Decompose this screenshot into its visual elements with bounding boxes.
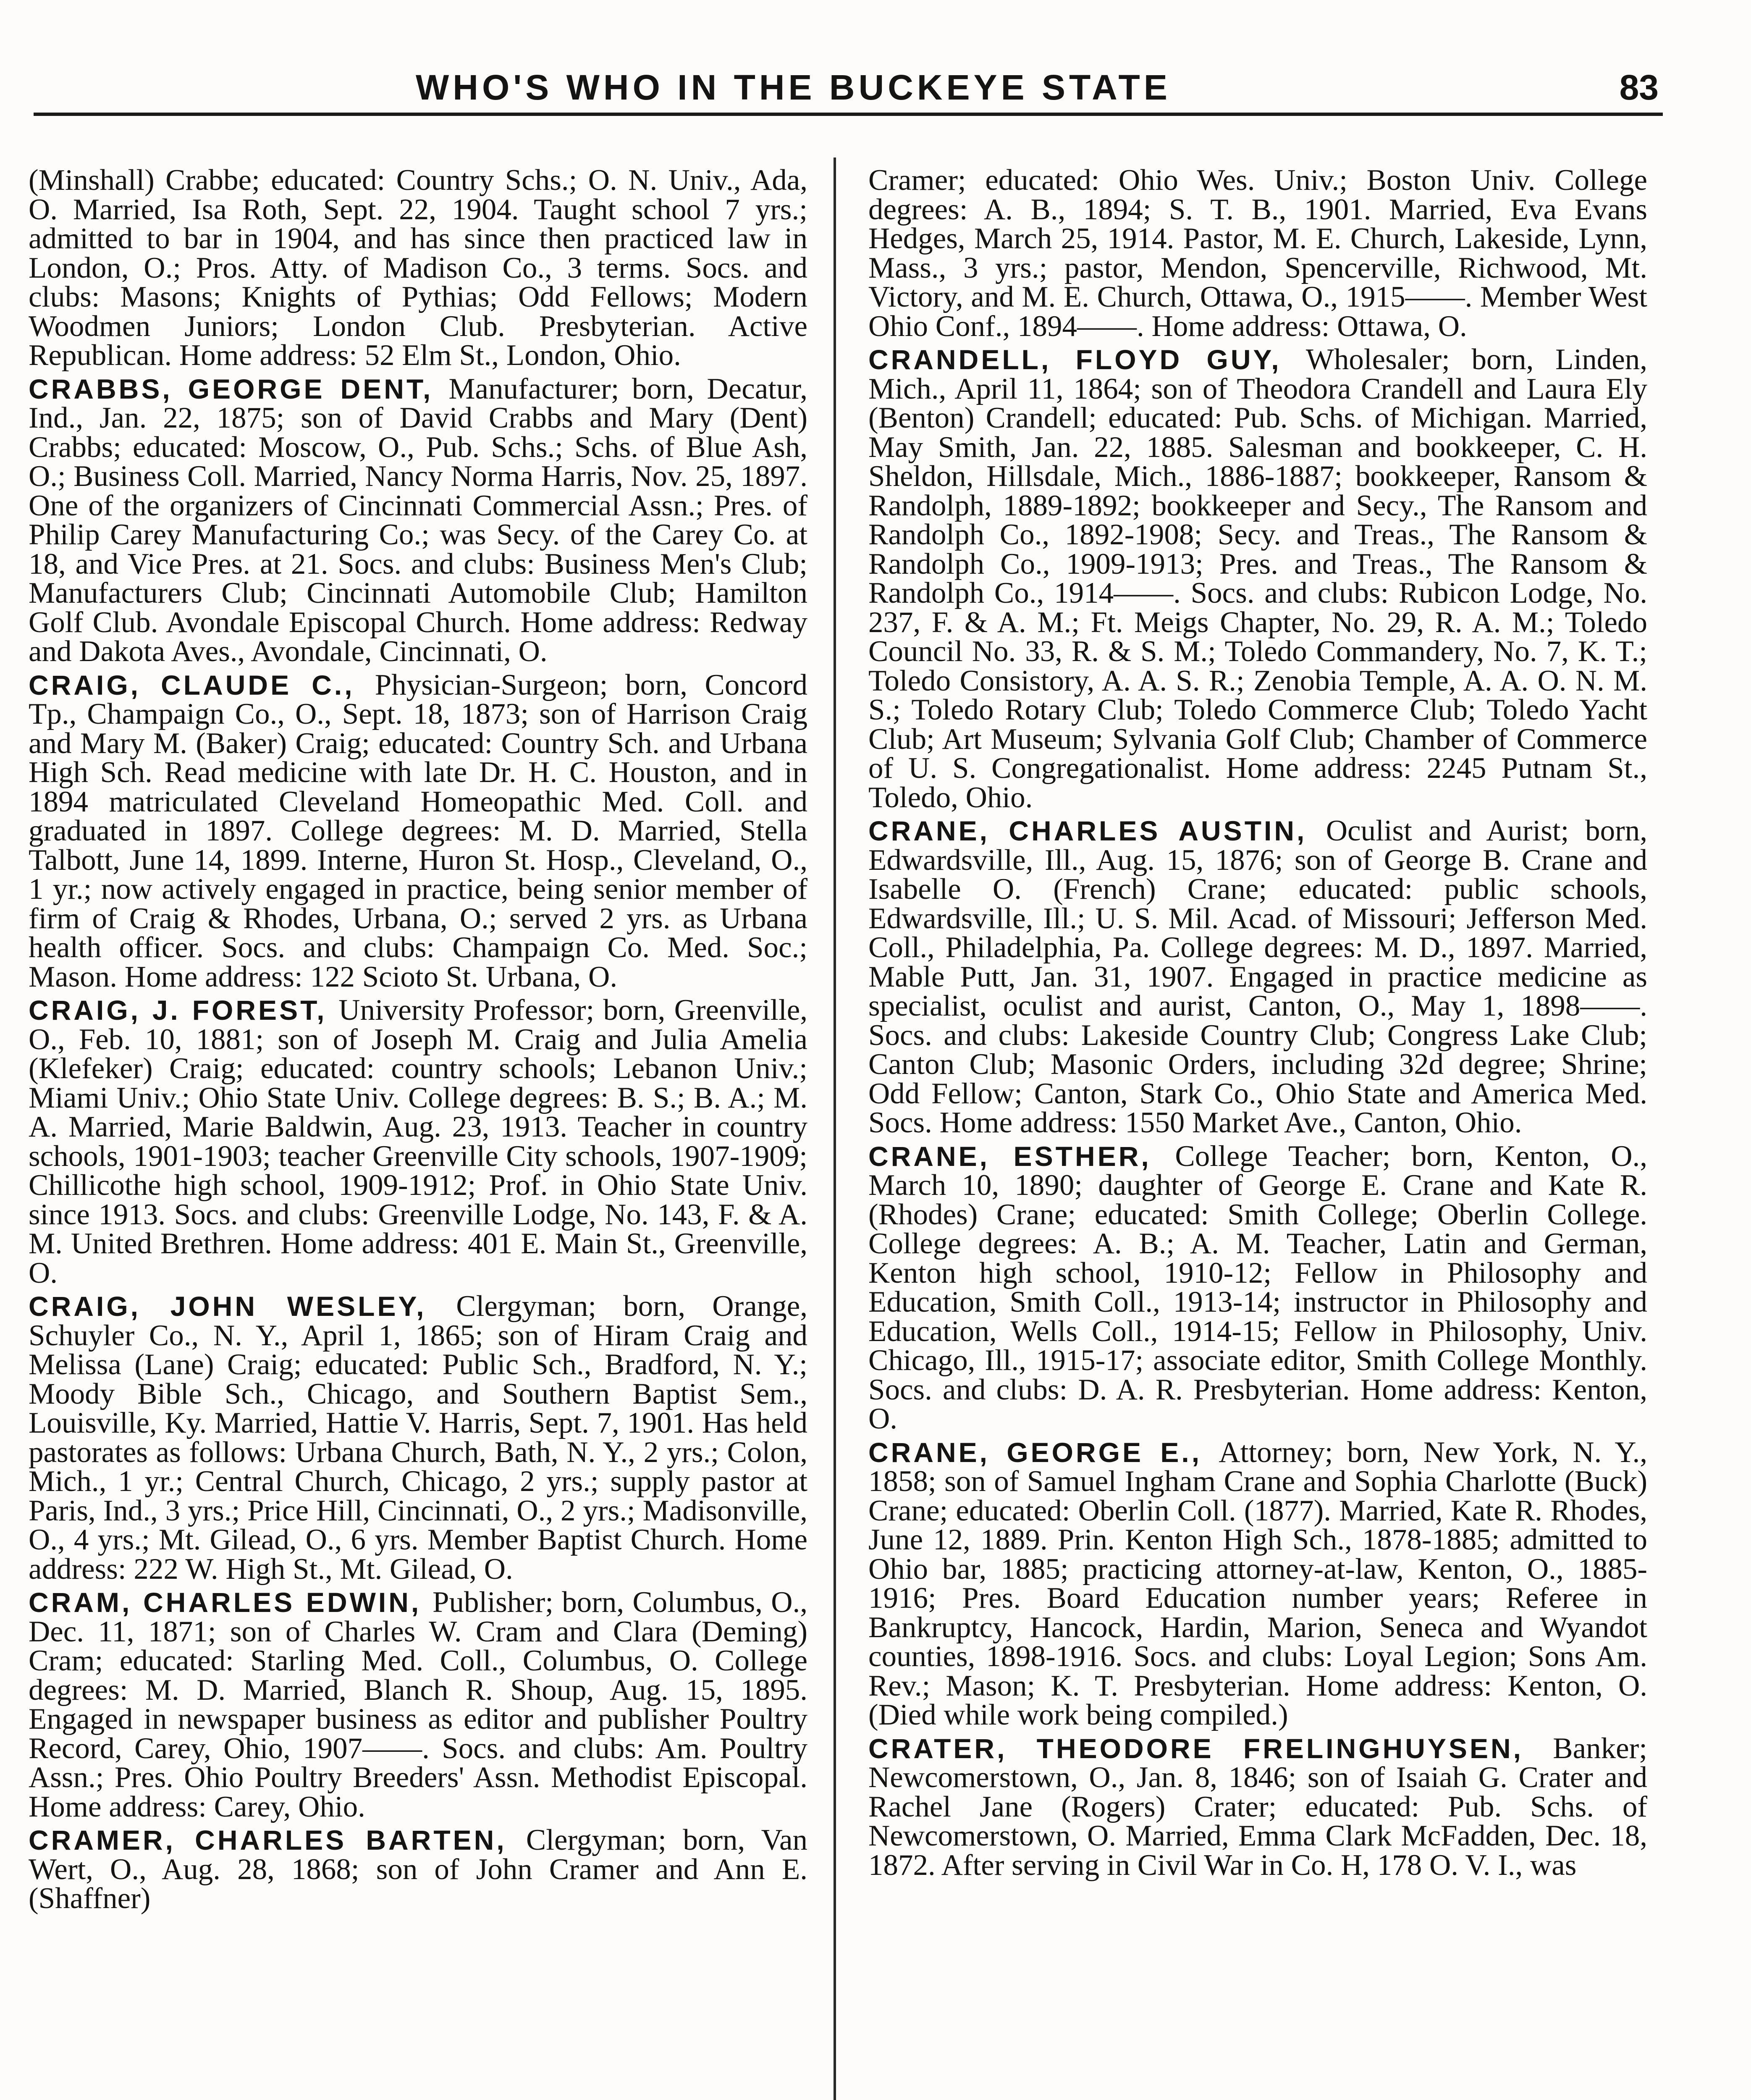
entry xyxy=(868,166,1647,341)
entry-name: CRANE, ESTHER, xyxy=(868,1140,1151,1172)
entry xyxy=(868,1438,1647,1730)
entry-name: CRANDELL, FLOYD GUY, xyxy=(868,344,1282,375)
entry-paragraph xyxy=(868,166,1647,341)
entry-text: (Minshall) Crabbe; educated: Country Schs.; O. N. Univ., Ada, O. Married, Isa Roth, Sept. 22, 1904. Taught school 7 yrs.; admitted to bar in 1904, and has since then practiced law in London, O.; Pros. Atty. of Madison Co., 3 terms. Socs. and clubs: Masons; Knights of Pythias; Odd Fellows; Modern Woodmen Juniors; London Club. Presbyterian. Active Republican. Home address: 52 Elm St., London, Ohio. xyxy=(29,164,807,372)
entry-name: CRANE, CHARLES AUSTIN, xyxy=(868,815,1307,846)
entry-paragraph xyxy=(868,1139,1647,1435)
entry-text: Banker; Newcomerstown, O., Jan. 8, 1846; son of Isaiah G. Crater and Rachel Jane (Rogers) Crater; educated: Pub. Schs. of Newcomerstown, O. Married, Emma Clark McFadden, Dec. 18, 1872. After serving in Civil War in Co. H, 178 O. V. I., was xyxy=(868,1732,1647,1882)
entry-text: Physician-Surgeon; born, Concord Tp., Champaign Co., O., Sept. 18, 1873; son of Harrison Craig and Mary M. (Baker) Craig; educated: Country Sch. and Urbana High Sch. Read medicine with late Dr. H. C. Houston, and in 1894 matriculated Cleveland Homeopathic Med. Coll. and graduated in 1897. College degrees: M. D. Married, Stella Talbott, June 14, 1899. Interne, Huron St. Hosp., Cleveland, O., 1 yr.; now actively engaged in practice, being senior member of firm of Craig & Rhodes, Urbana, O.; served 2 yrs. as Urbana health officer. Socs. and clubs: Champaign Co. Med. Soc.; Mason. Home address: 122 Scioto St. Urbana, O. xyxy=(29,668,808,993)
entry-paragraph xyxy=(29,166,807,370)
entry xyxy=(868,1139,1647,1435)
entry xyxy=(29,996,807,1288)
entry xyxy=(29,668,808,993)
entry-paragraph xyxy=(29,1826,807,1914)
entry-paragraph xyxy=(868,1438,1647,1730)
header-rule xyxy=(34,113,1663,116)
entry-text: Wholesaler; born, Linden, Mich., April 11, 1864; son of Theodora Crandell and Laura Ely (Benton) Crandell; educated: Pub. Schs. of Michigan. Married, May Smith, Jan. 22, 1885. Salesman and bookkeeper, C. H. Sheldon, Hillsdale, Mich., 1886-1887; bookkeeper, Ransom & Randolph, 1889-1892; bookkeeper and Secy., The Ransom and Randolph Co., 1892-1908; Secy. and Treas., The Ransom & Randolph Co., 1909-1913; Pres. and Treas., The Ransom & Randolph Co., 1914——. Socs. and clubs: Rubicon Lodge, No. 237, F. & A. M.; Ft. Meigs Chapter, No. 29, R. A. M.; Toledo Council No. 33, R. & S. M.; Toledo Commandery, No. 7, K. T.; Toledo Consistory, A. A. S. R.; Zenobia Temple, A. A. O. N. M. S.; Toledo Rotary Club; Toledo Commerce Club; Toledo Yacht Club; Art Museum; Sylvania Golf Club; Chamber of Commerce of U. S. Congregationalist. Home address: 2245 Putnam St., Toledo, Ohio. xyxy=(868,343,1647,814)
entry-paragraph xyxy=(29,1588,807,1822)
column-divider xyxy=(834,158,836,2100)
entry-paragraph xyxy=(868,816,1647,1138)
entry xyxy=(868,816,1647,1138)
entry xyxy=(29,1292,807,1584)
entry-paragraph xyxy=(29,668,808,993)
entry-paragraph xyxy=(29,372,807,668)
entry-text: College Teacher; born, Kenton, O., March 10, 1890; daughter of George E. Crane and Kate R. (Rhodes) Crane; educated: Smith College; Oberlin College. College degrees: A. B.; A. M. Teacher, Latin and German, Kenton high school, 1910-12; Fellow in Philosophy and Education, Smith Coll., 1913-14; instructor in Philosophy and Education, Wells Coll., 1914-15; Fellow in Philosophy, Univ. Chicago, Ill., 1915-17; associate editor, Smith College Monthly. Socs. and clubs: D. A. R. Presbyterian. Home address: Kenton, O. xyxy=(868,1139,1647,1435)
entry-text: Clergyman; born, Van Wert, O., Aug. 28, 1868; son of John Cramer and Ann E. (Shaffner) xyxy=(29,1824,808,1915)
entry-text: Clergyman; born, Orange, Schuyler Co., N. Y., April 1, 1865; son of Hiram Craig and Melissa (Lane) Craig; educated: Public Sch., Bradford, N. Y.; Moody Bible Sch., Chicago, and Southern Baptist Sem., Louisville, Ky. Married, Hattie V. Harris, Sept. 7, 1901. Has held pastorates as follows: Urbana Church, Bath, N. Y., 2 yrs.; Colon, Mich., 1 yr.; Central Church, Chicago, 2 yrs.; supply pastor at Paris, Ind., 3 yrs.; Price Hill, Cincinnati, O., 2 yrs.; Madisonville, O., 4 yrs.; Mt. Gilead, O., 6 yrs. Member Baptist Church. Home address: 222 W. High St., Mt. Gilead, O. xyxy=(29,1290,807,1586)
entry xyxy=(29,166,807,370)
entry-text: University Professor; born, Greenville, O., Feb. 10, 1881; son of Joseph M. Craig and Julia Amelia (Klefeker) Craig; educated: country schools; Lebanon Univ.; Miami Univ.; Ohio State Univ. College degrees: B. S.; B. A.; M. A. Married, Marie Baldwin, Aug. 23, 1913. Teacher in country schools, 1901-1903; teacher Greenville City schools, 1907-1909; Chillicothe high school, 1909-1912; Prof. in Ohio State Univ. since 1913. Socs. and clubs: Greenville Lodge, No. 143, F. & A. M. United Brethren. Home address: 401 E. Main St., Greenville, O. xyxy=(29,994,808,1289)
right-column xyxy=(868,166,1647,1884)
entry-paragraph xyxy=(29,996,807,1288)
entry-name: CRAIG, CLAUDE C., xyxy=(29,669,355,701)
entry-name: CRATER, THEODORE FRELINGHUYSEN, xyxy=(868,1732,1523,1764)
left-column xyxy=(29,166,807,1918)
entry-text: Cramer; educated: Ohio Wes. Univ.; Boston Univ. College degrees: A. B., 1894; S. T. B., 1901. Married, Eva Evans Hedges, March 25, 1914. Pastor, M. E. Church, Lakeside, Lynn, Mass., 3 yrs.; pastor, Mendon, Spencerville, Richwood, Mt. Victory, and M. E. Church, Ottawa, O., 1915——. Member West Ohio Conf., 1894——. Home address: Ottawa, O. xyxy=(868,164,1647,343)
entry-name: CRABBS, GEORGE DENT, xyxy=(29,373,433,404)
entry xyxy=(29,372,807,668)
entry-text: Oculist and Aurist; born, Edwardsville, Ill., Aug. 15, 1876; son of George B. Crane and Isabelle O. (French) Crane; educated: public schools, Edwardsville, Ill.; U. S. Mil. Acad. of Missouri; Jefferson Med. Coll., Philadelphia, Pa. College degrees: M. D., 1897. Married, Mable Putt, Jan. 31, 1907. Engaged in practice medicine as specialist, oculist and aurist, Canton, O., May 1, 1898——. Socs. and clubs: Lakeside Country Club; Congress Lake Club; Canton Club; Masonic Orders, including 32d degree; Shrine; Odd Fellow; Canton, Stark Co., Ohio State and America Med. Socs. Home address: 1550 Market Ave., Canton, Ohio. xyxy=(868,814,1648,1139)
entry-name: CRAMER, CHARLES BARTEN, xyxy=(29,1824,507,1856)
entry xyxy=(868,345,1647,812)
page-header xyxy=(34,63,1663,109)
entry-text: Attorney; born, New York, N. Y., 1858; son of Samuel Ingham Crane and Sophia Charlotte (Buck) Crane; educated: Oberlin Coll. (1877). Married, Kate R. Rhodes, June 12, 1889. Prin. Kenton High Sch., 1878-1885; admitted to Ohio bar, 1885; practicing attorney-at-law, Kenton, O., 1885-1916; Pres. Board Education number years; Referee in Bankruptcy, Hancock, Hardin, Marion, Seneca and Wyandot counties, 1898-1916. Socs. and clubs: Loyal Legion; Sons Am. Rev.; Mason; K. T. Presbyterian. Home address: Kenton, O. (Died while work being compiled.) xyxy=(868,1436,1647,1731)
running-title: WHO'S WHO IN THE BUCKEYE STATE xyxy=(416,68,1171,107)
entry xyxy=(868,1734,1647,1880)
entry-paragraph xyxy=(29,1292,807,1584)
entry-name: CRAIG, J. FOREST, xyxy=(29,995,327,1026)
entry-paragraph xyxy=(868,345,1647,812)
entry xyxy=(29,1588,807,1822)
entry-name: CRAIG, JOHN WESLEY, xyxy=(29,1291,427,1322)
entry-name: CRAM, CHARLES EDWIN, xyxy=(29,1587,422,1618)
entry-paragraph xyxy=(868,1734,1647,1880)
page-number: 83 xyxy=(1619,68,1659,107)
entry xyxy=(29,1826,807,1914)
entry-text: Manufacturer; born, Decatur, Ind., Jan. 22, 1875; son of David Crabbs and Mary (Dent) Crabbs; educated: Moscow, O., Pub. Schs.; Schs. of Blue Ash, O.; Business Coll. Married, Nancy Norma Harris, Nov. 25, 1897. One of the organizers of Cincinnati Commercial Assn.; Pres. of Philip Carey Manufacturing Co.; was Secy. of the Carey Co. at 18, and Vice Pres. at 21. Socs. and clubs: Business Men's Club; Manufacturers Club; Cincinnati Automobile Club; Hamilton Golf Club. Avondale Episcopal Church. Home address: Redway and Dakota Aves., Avondale, Cincinnati, O. xyxy=(29,372,807,668)
entry-text: Publisher; born, Columbus, O., Dec. 11, 1871; son of Charles W. Cram and Clara (Deming) Cram; educated: Starling Med. Coll., Columbus, O. College degrees: M. D. Married, Blanch R. Shoup, Aug. 15, 1895. Engaged in newspaper business as editor and publisher Poultry Record, Carey, Ohio, 1907——. Socs. and clubs: Am. Poultry Assn.; Pres. Ohio Poultry Breeders' Assn. Methodist Episcopal. Home address: Carey, Ohio. xyxy=(29,1586,807,1823)
entry-name: CRANE, GEORGE E., xyxy=(868,1436,1202,1468)
